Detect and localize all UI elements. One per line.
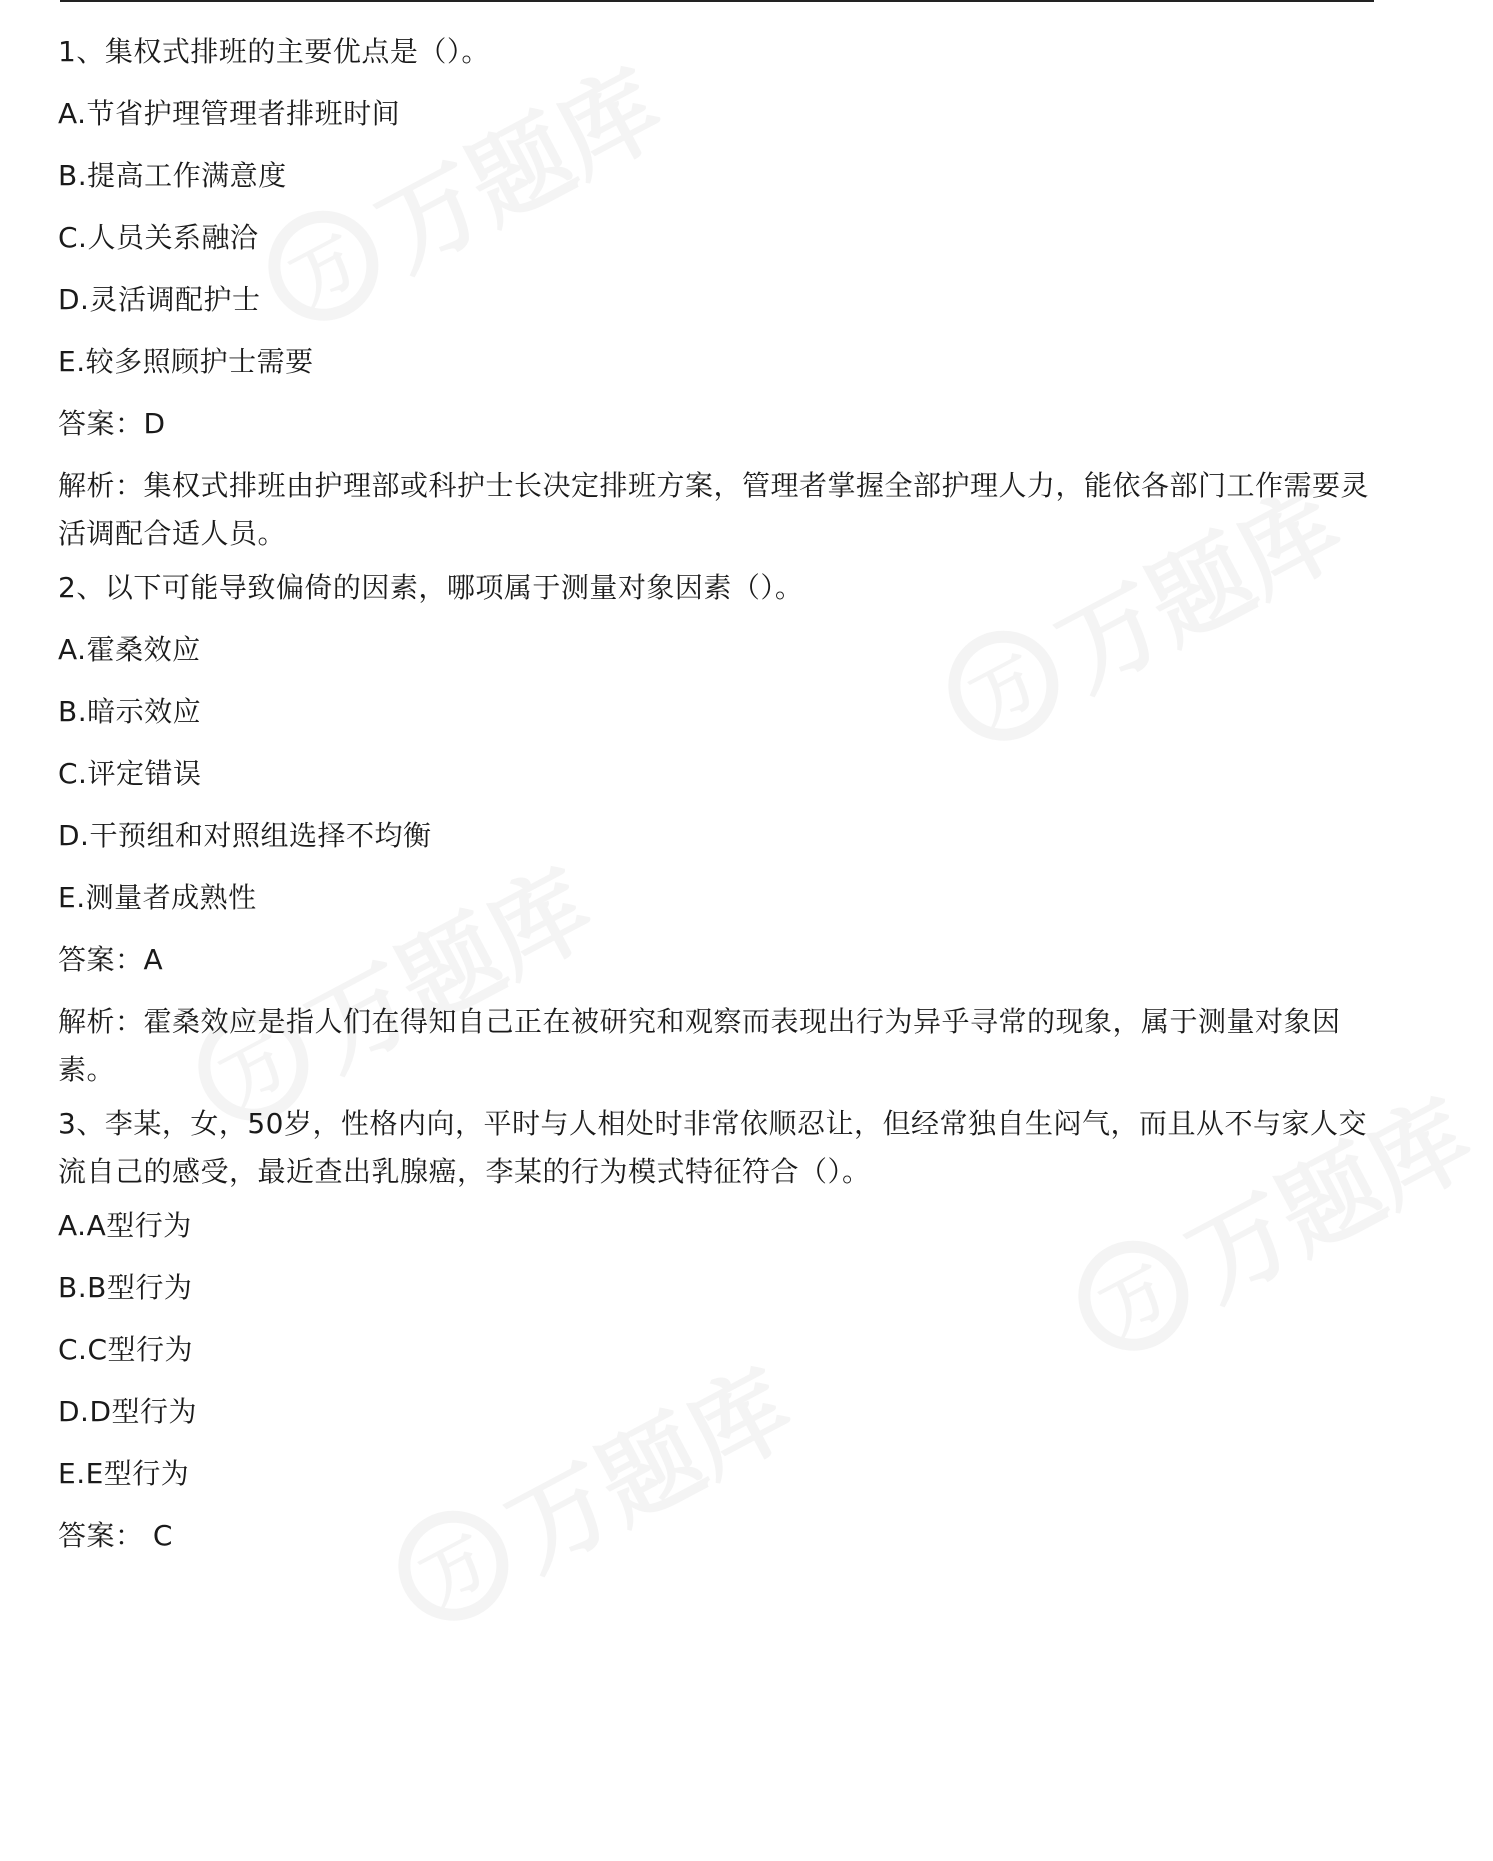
watermark-text: 万题库 [360, 48, 681, 293]
option-a: A.A型行为 [58, 1209, 192, 1242]
option-e: E.测量者成熟性 [58, 881, 257, 914]
watermark-text: 万题库 [490, 1348, 811, 1593]
watermark-logo-icon: 万 [1059, 1221, 1208, 1370]
option-d: D.灵活调配护士 [58, 283, 261, 316]
option-d: D.D型行为 [58, 1395, 198, 1428]
top-rule [60, 0, 1374, 2]
option-a: A.霍桑效应 [58, 633, 201, 666]
watermark-logo-icon: 万 [249, 191, 398, 340]
option-d: D.干预组和对照组选择不均衡 [58, 819, 432, 852]
analysis: 解析：集权式排班由护理部或科护士长决定排班方案，管理者掌握全部护理人力，能依各部门工作需要灵活调配合适人员。 [58, 469, 1370, 550]
question-stem: 1、集权式排班的主要优点是（）。 [58, 35, 490, 68]
analysis: 解析：霍桑效应是指人们在得知自己正在被研究和观察而表现出行为异乎寻常的现象，属于测量对象因素。 [58, 1005, 1341, 1086]
answer: 答案： C [58, 1519, 173, 1552]
watermark-logo-icon: 万 [179, 991, 328, 1140]
option-b: B.暗示效应 [58, 695, 202, 728]
option-b: B.提高工作满意度 [58, 159, 287, 192]
option-c: C.评定错误 [58, 757, 202, 790]
watermark-logo-icon: 万 [379, 1491, 528, 1640]
option-a: A.节省护理管理者排班时间 [58, 97, 401, 130]
option-e: E.E型行为 [58, 1457, 190, 1490]
option-c: C.人员关系融洽 [58, 221, 259, 254]
answer: 答案：D [58, 407, 166, 440]
watermark-text: 万题库 [290, 848, 611, 1093]
option-c: C.C型行为 [58, 1333, 194, 1366]
answer: 答案：A [58, 943, 164, 976]
question-stem: 2、以下可能导致偏倚的因素，哪项属于测量对象因素（）。 [58, 571, 804, 604]
option-e: E.较多照顾护士需要 [58, 345, 314, 378]
watermark-text: 万题库 [1040, 468, 1361, 713]
option-b: B.B型行为 [58, 1271, 193, 1304]
watermark-logo-icon: 万 [929, 611, 1078, 760]
watermark-text: 万题库 [1170, 1078, 1491, 1323]
question-stem: 3、李某，女，50岁，性格内向，平时与人相处时非常依顺忍让，但经常独自生闷气，而且从不与家人交流自己的感受，最近查出乳腺癌，李某的行为模式特征符合（）。 [58, 1107, 1367, 1188]
